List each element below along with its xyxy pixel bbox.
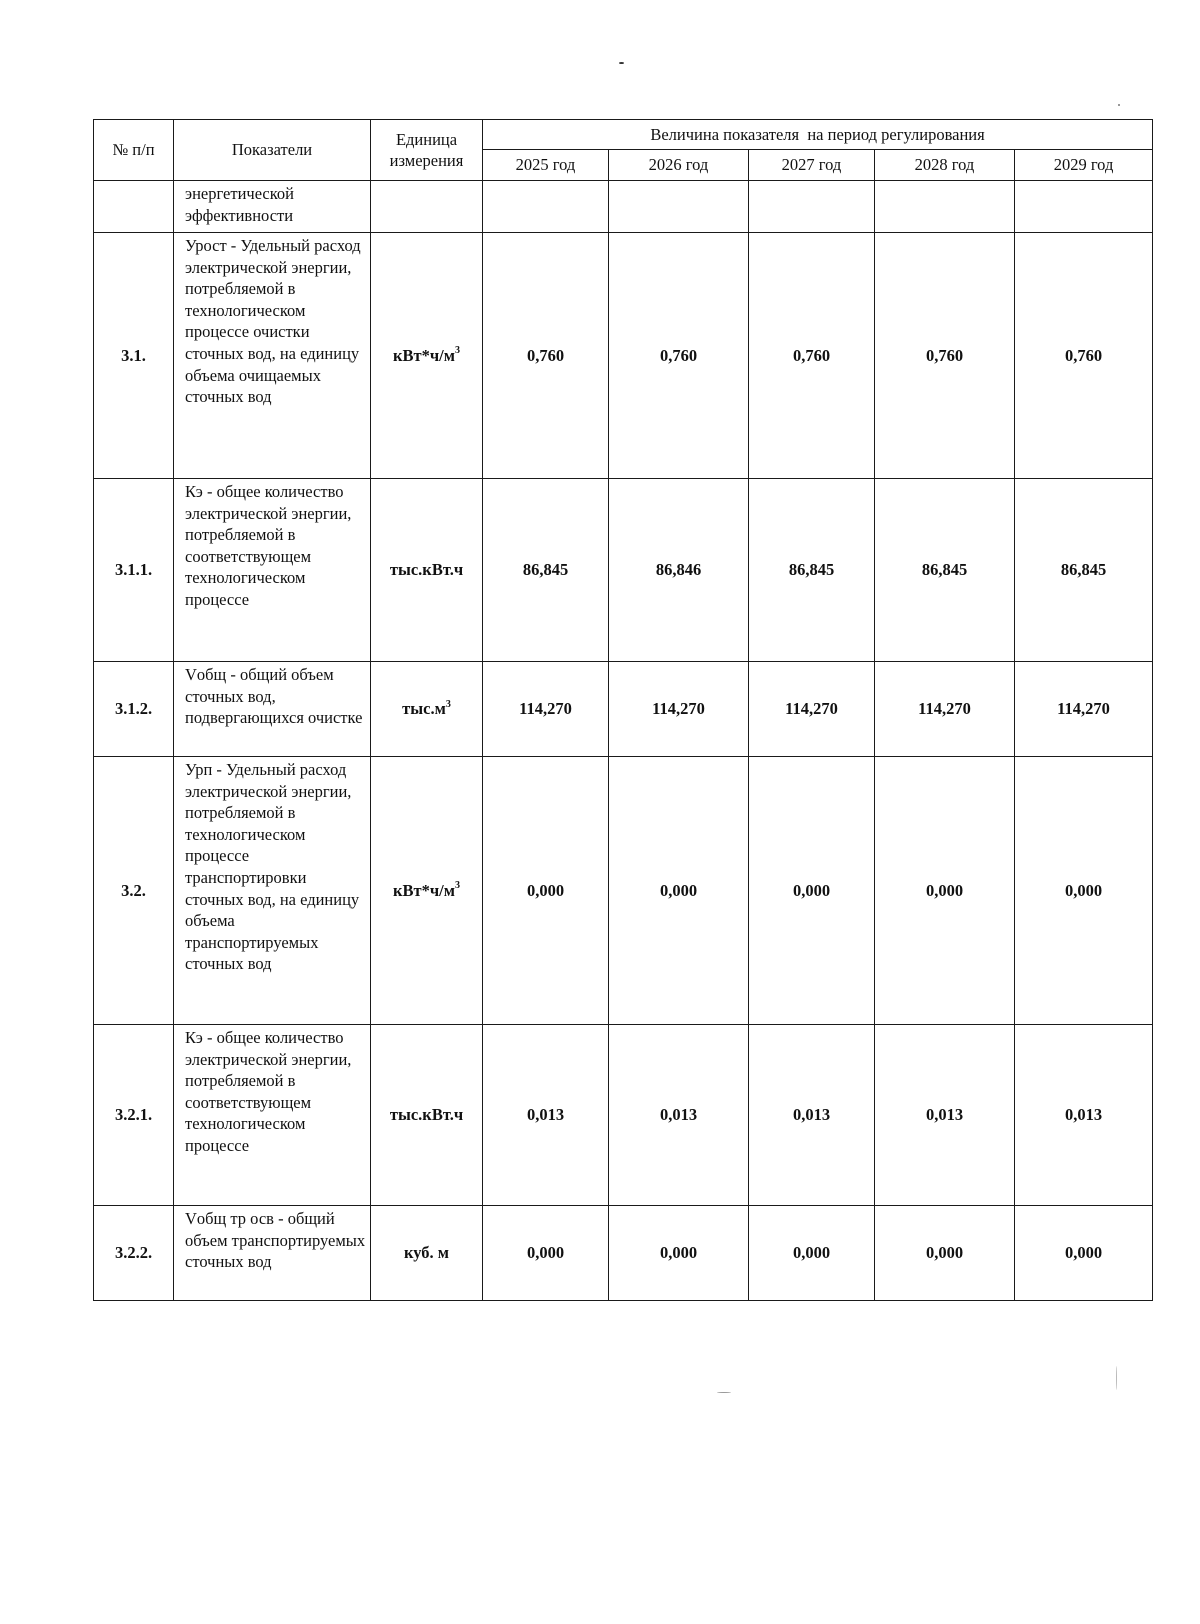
unit-cell bbox=[371, 181, 483, 233]
value-cell: 86,846 bbox=[609, 479, 749, 662]
row-number: 3.2.2. bbox=[94, 1206, 174, 1301]
row-number: 3.2. bbox=[94, 757, 174, 1025]
header-period: Величина показателя на период регулирования bbox=[483, 120, 1153, 150]
value-cell: 0,013 bbox=[609, 1025, 749, 1206]
value-cell: 0,000 bbox=[609, 757, 749, 1025]
unit-cell bbox=[371, 479, 483, 662]
value-cell: 114,270 bbox=[609, 662, 749, 757]
scan-speck bbox=[619, 62, 624, 64]
table-row bbox=[94, 1206, 1153, 1301]
table-row bbox=[94, 233, 1153, 479]
table-row bbox=[94, 662, 1153, 757]
unit-cell bbox=[371, 233, 483, 479]
row-number: 3.2.1. bbox=[94, 1025, 174, 1206]
header-year: 2026 год bbox=[609, 150, 749, 181]
value-cell: 0,760 bbox=[875, 233, 1015, 479]
indicator-name: Урост - Удельный расход электрической энергии, потребляемой в технологическом процессе очистки сточных вод, на единицу объема очищаемых сточных вод bbox=[174, 233, 371, 479]
value-cell bbox=[875, 181, 1015, 233]
table-body bbox=[94, 181, 1153, 1301]
value-cell: 0,000 bbox=[483, 1206, 609, 1301]
row-number: 3.1. bbox=[94, 233, 174, 479]
value-cell bbox=[483, 181, 609, 233]
table-row bbox=[94, 757, 1153, 1025]
header-year: 2029 год bbox=[1015, 150, 1153, 181]
value-cell: 0,013 bbox=[749, 1025, 875, 1206]
header-indicator: Показатели bbox=[174, 120, 371, 181]
value-cell bbox=[1015, 181, 1153, 233]
header-unit: Единица измерения bbox=[371, 120, 483, 181]
unit-text: куб. м bbox=[403, 1243, 450, 1263]
unit-superscript: 3 bbox=[455, 345, 460, 357]
unit-superscript: 3 bbox=[455, 880, 460, 892]
value-cell: 114,270 bbox=[875, 662, 1015, 757]
header-year: 2028 год bbox=[875, 150, 1015, 181]
table-row bbox=[94, 1025, 1153, 1206]
indicator-name: Vобщ - общий объем сточных вод, подвергающихся очистке bbox=[174, 662, 371, 757]
value-cell: 0,013 bbox=[483, 1025, 609, 1206]
row-number: 3.1.2. bbox=[94, 662, 174, 757]
value-cell: 0,000 bbox=[875, 1206, 1015, 1301]
value-cell: 0,000 bbox=[749, 757, 875, 1025]
header-year: 2025 год bbox=[483, 150, 609, 181]
table-row bbox=[94, 479, 1153, 662]
value-cell: 0,000 bbox=[875, 757, 1015, 1025]
unit-text: тыс.кВт.ч bbox=[389, 1105, 464, 1125]
unit-cell bbox=[371, 1206, 483, 1301]
row-number bbox=[94, 181, 174, 233]
indicators-table bbox=[93, 119, 1153, 1301]
unit-text: тыс.м bbox=[402, 699, 446, 719]
value-cell: 86,845 bbox=[483, 479, 609, 662]
value-cell: 0,000 bbox=[609, 1206, 749, 1301]
value-cell bbox=[609, 181, 749, 233]
value-cell: 0,000 bbox=[1015, 757, 1153, 1025]
value-cell: 114,270 bbox=[1015, 662, 1153, 757]
table-row bbox=[94, 181, 1153, 233]
row-number: 3.1.1. bbox=[94, 479, 174, 662]
unit-cell bbox=[371, 1025, 483, 1206]
indicator-name: Урп - Удельный расход электрической энергии, потребляемой в технологическом процессе транспортировки сточных вод, на единицу объема транспортируемых сточных вод bbox=[174, 757, 371, 1025]
scan-speck bbox=[1118, 104, 1120, 106]
value-cell: 86,845 bbox=[1015, 479, 1153, 662]
value-cell: 0,760 bbox=[1015, 233, 1153, 479]
unit-cell bbox=[371, 757, 483, 1025]
value-cell: 0,013 bbox=[1015, 1025, 1153, 1206]
header-num: № п/п bbox=[94, 120, 174, 181]
scan-speck bbox=[717, 1392, 731, 1393]
indicator-name: энергетической эффективности bbox=[174, 181, 371, 233]
value-cell: 114,270 bbox=[749, 662, 875, 757]
indicator-name: Кэ - общее количество электрической энергии, потребляемой в соответствующем технологическом процессе bbox=[174, 479, 371, 662]
scan-speck bbox=[1116, 1366, 1117, 1390]
value-cell: 0,000 bbox=[749, 1206, 875, 1301]
header-year: 2027 год bbox=[749, 150, 875, 181]
value-cell: 86,845 bbox=[749, 479, 875, 662]
value-cell: 0,000 bbox=[1015, 1206, 1153, 1301]
value-cell: 0,013 bbox=[875, 1025, 1015, 1206]
unit-cell bbox=[371, 662, 483, 757]
unit-text: тыс.кВт.ч bbox=[389, 560, 464, 580]
value-cell: 0,000 bbox=[483, 757, 609, 1025]
value-cell: 0,760 bbox=[483, 233, 609, 479]
indicator-name: Кэ - общее количество электрической энергии, потребляемой в соответствующем технологическом процессе bbox=[174, 1025, 371, 1206]
value-cell: 0,760 bbox=[749, 233, 875, 479]
indicator-name: Vобщ тр осв - общий объем транспортируемых сточных вод bbox=[174, 1206, 371, 1301]
value-cell: 114,270 bbox=[483, 662, 609, 757]
unit-text: кВт*ч/м bbox=[393, 880, 455, 900]
value-cell: 0,760 bbox=[609, 233, 749, 479]
unit-superscript: 3 bbox=[445, 698, 451, 710]
value-cell: 86,845 bbox=[875, 479, 1015, 662]
unit-text: кВт*ч/м bbox=[393, 345, 455, 365]
value-cell bbox=[749, 181, 875, 233]
